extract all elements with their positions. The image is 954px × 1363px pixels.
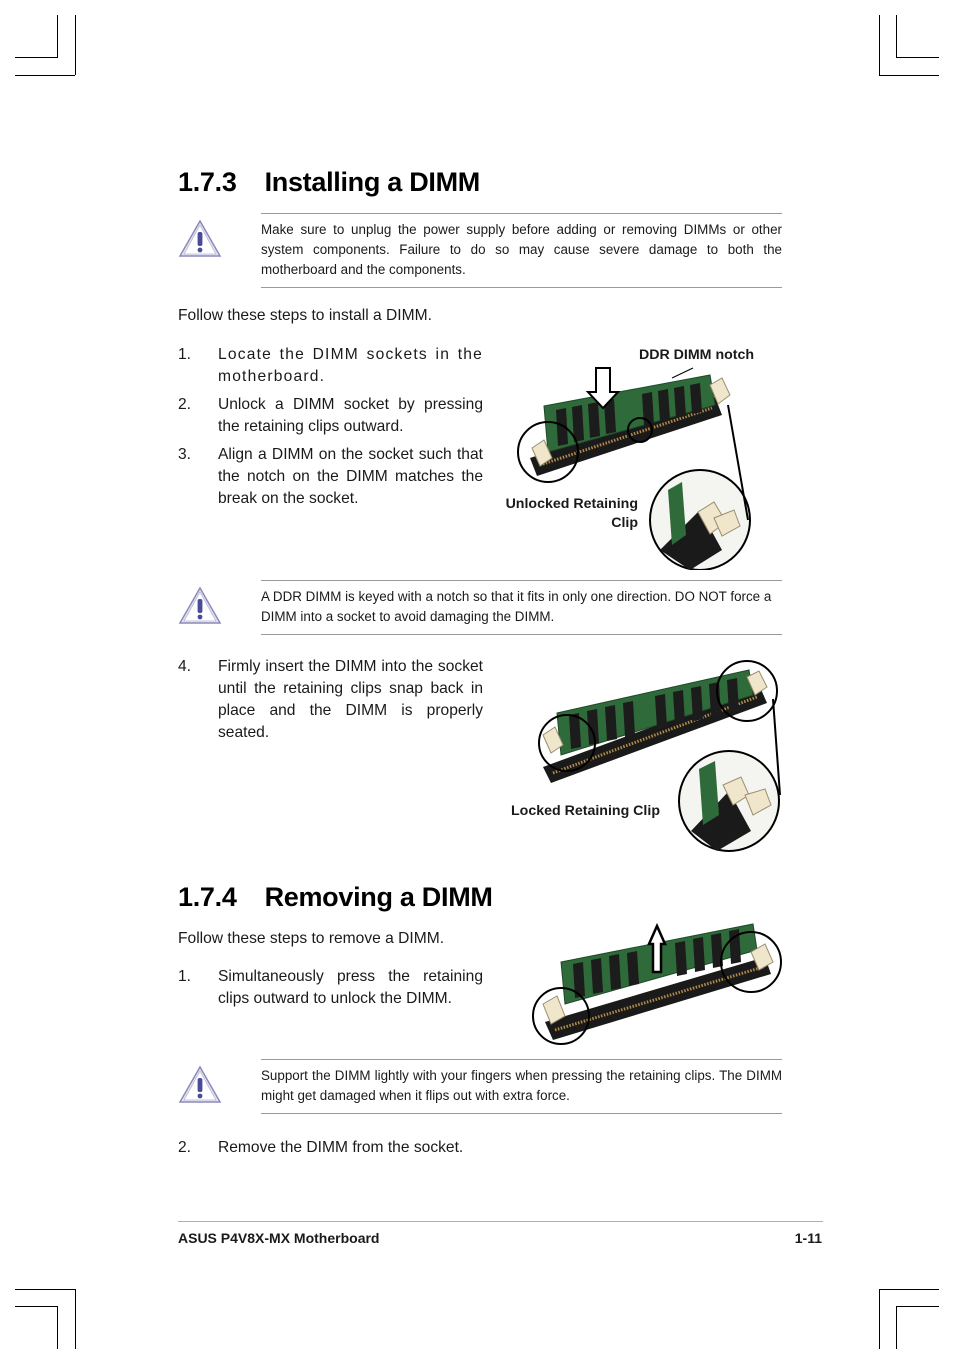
page-number: 1-11 [794, 1230, 822, 1246]
crop-mark [57, 1306, 58, 1349]
crop-mark [879, 1289, 880, 1349]
caution-text: Support the DIMM lightly with your fingers when pressing the retaining clips. The DIMM might get damaged when it flips out with extra force. [261, 1059, 782, 1114]
list-item [178, 394, 483, 438]
dimm-illustration [505, 655, 785, 855]
install-step-4 [178, 656, 483, 750]
caution-note [178, 580, 782, 636]
crop-mark [879, 75, 939, 76]
crop-mark [879, 15, 880, 75]
list-item [178, 656, 483, 744]
section-number: 1.7.3 [178, 167, 237, 197]
crop-mark [896, 57, 939, 58]
step-number: 4. [178, 658, 192, 675]
dimm-illustration [500, 340, 770, 570]
dimm-figure-locked [505, 655, 785, 855]
caution-text: A DDR DIMM is keyed with a notch so that it fits in only one direction. DO NOT force a DIMM into a socket to avoid damaging the DIMM. [261, 580, 782, 635]
caution-text: Make sure to unplug the power supply before adding or removing DIMMs or other system components. Failure to do so may cause severe damage to both the motherboard and the components. [261, 213, 782, 288]
install-steps [178, 344, 483, 516]
dimm-illustration [525, 922, 785, 1047]
dimm-figure-remove [525, 922, 785, 1047]
step-number: 1. [178, 968, 192, 985]
crop-mark [57, 15, 58, 58]
list-item [178, 344, 483, 388]
crop-mark [896, 1306, 897, 1349]
step-text: Firmly insert the DIMM into the socket until the retaining clips snap back in place and the DIMM is properly seated. [218, 658, 483, 741]
crop-mark [879, 1289, 939, 1290]
step-number: 2. [178, 396, 192, 413]
dimm-notch-label: DDR DIMM notch [639, 347, 755, 363]
step-text: Unlock a DIMM socket by pressing the retaining clips outward. [218, 396, 483, 435]
remove-step-1 [178, 966, 483, 1016]
step-number: 1. [178, 346, 192, 363]
install-intro: Follow these steps to install a DIMM. [178, 307, 432, 324]
footer-divider [178, 1221, 823, 1222]
list-item [178, 966, 483, 1010]
section-heading-removing [178, 882, 493, 913]
caution-note [178, 213, 782, 289]
footer-product-name: ASUS P4V8X-MX Motherboard [178, 1230, 380, 1246]
remove-intro: Follow these steps to remove a DIMM. [178, 930, 445, 947]
step-text: Locate the DIMM sockets in the motherboard. [218, 346, 483, 385]
crop-mark [75, 15, 76, 75]
remove-step-2 [178, 1137, 778, 1165]
list-item [178, 444, 483, 510]
section-heading-installing [178, 167, 480, 198]
warning-icon [178, 219, 222, 259]
crop-mark [896, 1306, 939, 1307]
section-title: Installing a DIMM [264, 167, 480, 197]
step-number: 3. [178, 446, 192, 463]
caution-note [178, 1059, 782, 1115]
step-text: Simultaneously press the retaining clips outward to unlock the DIMM. [218, 968, 483, 1007]
warning-icon [178, 586, 222, 626]
crop-mark [896, 15, 897, 58]
list-item [178, 1137, 778, 1159]
unlocked-clip-label: Unlocked Retaining Clip [505, 496, 638, 531]
crop-mark [75, 1289, 76, 1349]
step-text: Remove the DIMM from the socket. [218, 1139, 464, 1156]
dimm-figure-unlocked [500, 340, 770, 570]
warning-icon [178, 1065, 222, 1105]
locked-clip-label: Locked Retaining Clip [511, 803, 660, 819]
crop-mark [15, 1306, 58, 1307]
step-number: 2. [178, 1139, 192, 1156]
step-text: Align a DIMM on the socket such that the notch on the DIMM matches the break on the socket. [218, 446, 483, 507]
crop-mark [15, 57, 58, 58]
crop-mark [15, 1289, 75, 1290]
section-title: Removing a DIMM [264, 882, 493, 912]
crop-mark [15, 75, 75, 76]
section-number: 1.7.4 [178, 882, 237, 912]
